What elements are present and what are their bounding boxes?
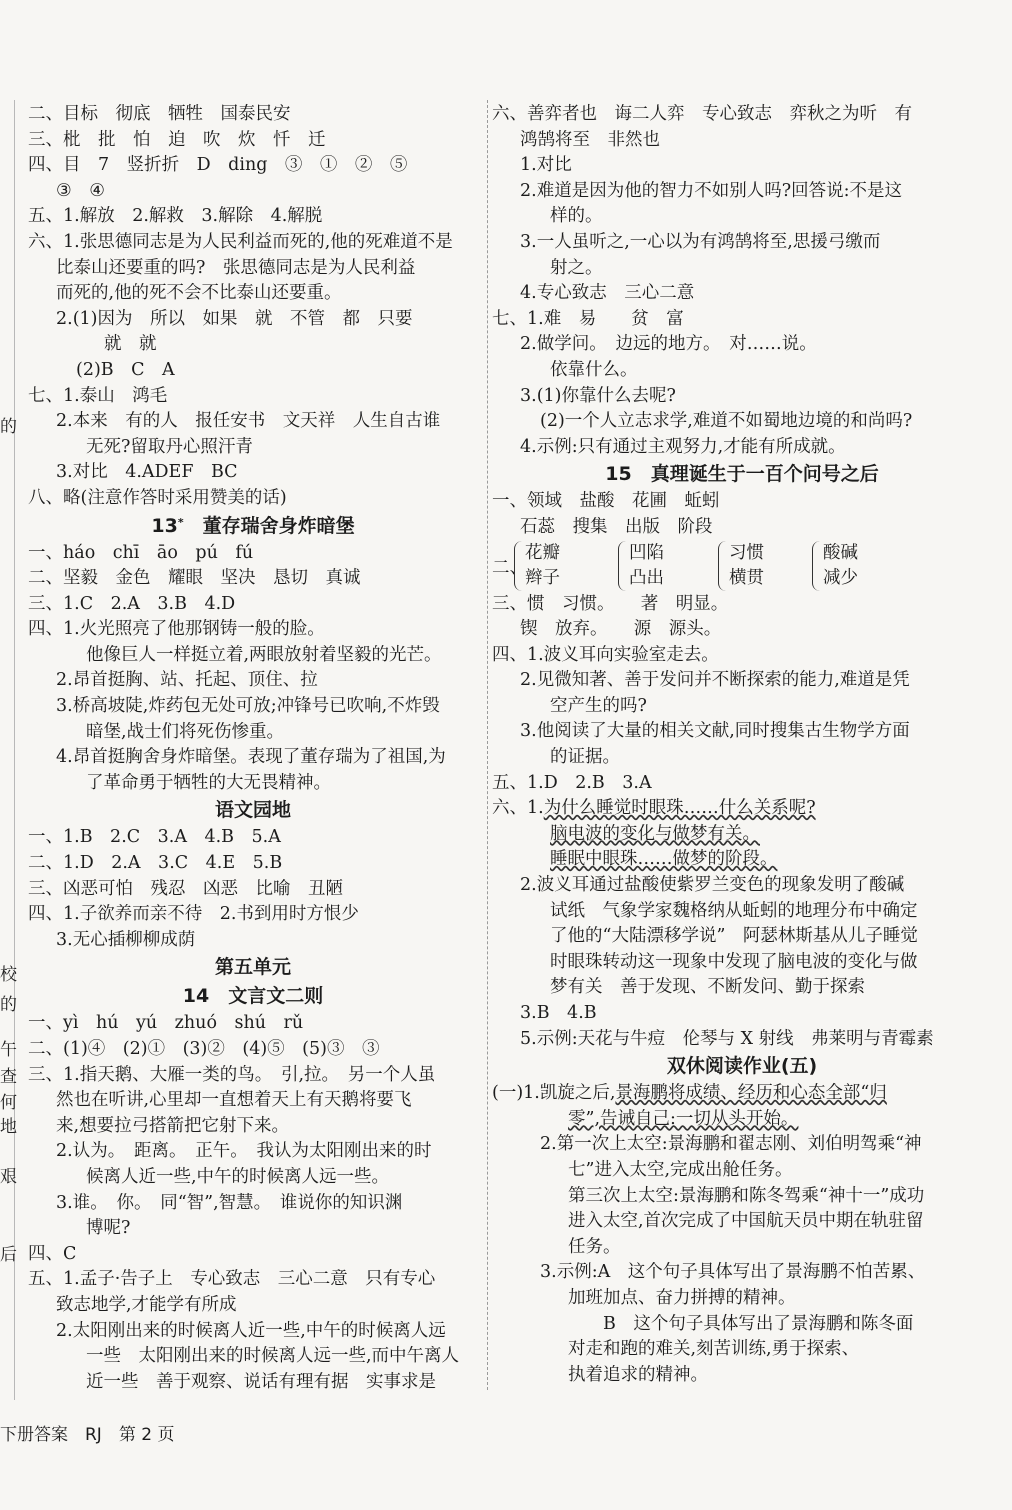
answer-line: 一、yì hú yú zhuó shú rǔ	[28, 1013, 304, 1034]
section-heading: 13* 董存瑞舍身炸暗堡	[151, 514, 355, 537]
answer-line: 博呢?	[86, 1218, 131, 1239]
answer-line: 五、1.D 2.B 3.A	[492, 772, 652, 793]
answer-line: 射之。	[550, 257, 603, 278]
answer-line: 六、1.为什么睡觉时眼珠……什么关系呢?	[492, 798, 816, 819]
heading-star-mark: *	[177, 515, 184, 529]
section-heading: 14 文言文二则	[182, 985, 324, 1008]
answer-line: 2.难道是因为他的智力不如别人吗?回答说:不是这	[520, 180, 902, 201]
answer-line: 来,想要拉弓搭箭把它射下来。	[56, 1115, 290, 1136]
answer-line: B 这个句子具体写出了景海鹏和陈冬面	[568, 1313, 914, 1334]
answer-line: (一)1.凯旋之后,景海鹏将成绩、经历和心态全部“归	[492, 1083, 887, 1104]
answer-line: ③ ④	[56, 180, 105, 201]
answer-line: 七、1.泰山 鸿毛	[28, 385, 168, 406]
brace-word: 横贯	[729, 567, 764, 588]
answer-line: 五、1.解放 2.解救 3.解除 4.解脱	[28, 206, 323, 227]
answer-line: 而死的,他的死不会不比泰山还要重。	[56, 283, 342, 304]
answer-line: 1.对比	[520, 155, 572, 176]
answer-line: 空产生的吗?	[550, 695, 647, 716]
answer-line: 二、目标 彻底 牺牲 国泰民安	[28, 104, 291, 124]
answer-line: 2.认为。 距离。 正午。 我认为太阳刚出来的时	[56, 1141, 432, 1162]
underlined-answer: 脑电波的变化与做梦有关。	[550, 823, 760, 844]
brace-word: 凹陷	[629, 542, 664, 563]
brace-row-label: 二、	[492, 557, 527, 578]
cropped-edge-text: 地	[0, 1117, 17, 1137]
right-column	[492, 102, 992, 1388]
cropped-edge-text: 查	[0, 1067, 17, 1087]
answer-line: 3.B 4.B	[520, 1003, 597, 1023]
answer-line: 样的。	[550, 206, 603, 227]
answer-line	[492, 847, 992, 873]
answer-line: 五、1.孟子·告子上 专心致志 三心二意 只有专心	[28, 1269, 436, 1290]
brace-word: 花瓣	[525, 542, 560, 563]
answer-line: 八、略(注意作答时采用赞美的话)	[28, 487, 287, 508]
answer-line: 四、1.火光照亮了他那钢铸一般的脸。	[28, 619, 325, 640]
answer-line: 然也在听讲,心里却一直想着天上有天鹅将要飞	[56, 1090, 412, 1111]
answer-line: 2.(1)因为 所以 如果 就 不管 都 只要	[56, 308, 413, 329]
answer-line: 4.昂首挺胸舍身炸暗堡。表现了董存瑞为了祖国,为	[56, 747, 446, 768]
answer-line: 2.波义耳通过盐酸使紫罗兰变色的现象发明了酸碱	[520, 875, 905, 896]
brace-word: 减少	[823, 567, 858, 588]
answer-line: 一、háo chī āo pú fú	[28, 542, 254, 563]
brace-word: 凸出	[629, 567, 664, 588]
answer-line: 5.示例:天花与牛痘 伦琴与 X 射线 弗莱明与青霉素	[520, 1028, 934, 1049]
answer-line: 就 就	[104, 334, 157, 355]
answer-line: 了革命勇于牺牲的大无畏精神。	[86, 772, 331, 793]
answer-line: 3.对比 4.ADEF BC	[56, 462, 238, 483]
answer-line: 致志地学,才能学有所成	[56, 1294, 237, 1315]
answer-line: 三、凶恶可怕 残忍 凶恶 比喻 丑陋	[28, 878, 343, 899]
answer-line: 2.见微知著、善于发问并不断探索的能力,难道是凭	[520, 670, 910, 691]
answer-line: 第三次上太空:景海鹏和陈冬驾乘“神十一”成功	[568, 1185, 925, 1206]
left-column	[28, 102, 478, 1395]
answer-line: 三、1.C 2.A 3.B 4.D	[28, 593, 236, 614]
answer-line: 3.谁。 你。 同“智”,智慧。 谁说你的知识渊	[56, 1192, 403, 1213]
cropped-edge-text: 校	[0, 965, 17, 985]
answer-line: 3.(1)你靠什么去呢?	[520, 385, 676, 406]
answer-line: 三、1.指天鹅、大雁一类的鸟。 引,拉。 另一个人虽	[28, 1064, 436, 1085]
underlined-answer: 为什么睡觉时眼珠……什么关系呢?	[543, 798, 816, 819]
answer-line: 进入太空,首次完成了中国航天员中期在轨驻留	[568, 1211, 924, 1232]
answer-line: 一、1.B 2.C 3.A 4.B 5.A	[28, 827, 281, 848]
cropped-edge-text: 后	[0, 1245, 17, 1265]
brace-pair	[514, 541, 560, 591]
answer-line: 了他的“大陆漂移学说” 阿瑟林斯基从儿子睡觉	[550, 926, 918, 947]
answer-line: 三、惯 习惯。 著 明显。	[492, 593, 729, 614]
underlined-answer: 睡眠中眼珠……做梦的阶段。	[550, 849, 778, 870]
answer-line	[492, 1107, 992, 1133]
answer-line: 2.做学问。 边远的地方。 对……说。	[520, 334, 817, 355]
answer-line: 3.一人虽听之,一心以为有鸿鹄将至,思援弓缴而	[520, 231, 881, 252]
section-heading: 双休阅读作业(五)	[666, 1055, 818, 1078]
column-divider	[487, 100, 488, 1390]
answer-line: 梦有关 善于发现、不断发问、勤于探索	[550, 977, 865, 998]
answer-line: 四、C	[28, 1243, 77, 1264]
answer-line: 锲 放弃。 源 源头。	[520, 619, 722, 640]
answer-line: 2.本来 有的人 报任安书 文天祥 人生自古谁	[56, 411, 441, 432]
answer-line: 时眼珠转动这一现象中发现了脑电波的变化与做	[550, 951, 918, 972]
cropped-edge-text: 艰	[0, 1167, 17, 1187]
cropped-edge-text: 何	[0, 1093, 17, 1113]
brace-word: 习惯	[729, 542, 764, 563]
answer-line: 4.专心致志 三心二意	[520, 283, 695, 304]
section-heading: 第五单元	[214, 956, 291, 979]
brace-pair	[618, 541, 664, 591]
answer-line: 加班加点、奋力拼搏的精神。	[568, 1287, 796, 1308]
brace-word: 辫子	[525, 567, 560, 588]
answer-line: 四、目 7 竖折折 D ding ③ ① ② ⑤	[28, 155, 408, 176]
left-margin-rule	[14, 100, 15, 1400]
brace-group-row	[492, 541, 992, 592]
answer-line: 执着追求的精神。	[568, 1364, 708, 1385]
section-heading: 15 真理诞生于一百个问号之后	[605, 463, 879, 486]
answer-line: 石蕊 搜集 出版 阶段	[520, 516, 713, 537]
answer-line: 2.第一次上太空:景海鹏和翟志刚、刘伯明驾乘“神	[540, 1134, 922, 1155]
cropped-edge-text: 午	[0, 1040, 17, 1060]
answer-line: 二、(1)④ (2)① (3)② (4)⑤ (5)③ ③	[28, 1039, 380, 1059]
answer-line: (2)B C A	[76, 359, 175, 380]
answer-line: 二、1.D 2.A 3.C 4.E 5.B	[28, 853, 283, 874]
answer-line: 3.无心插柳柳成荫	[56, 929, 196, 950]
answer-line: 六、善弈者也 诲二人弈 专心致志 弈秋之为听 有	[492, 104, 912, 124]
answer-line: 试纸 气象学家魏格纳从蚯蚓的地理分布中确定	[550, 900, 918, 921]
answer-line: 的证据。	[550, 747, 620, 768]
answer-line: 2.昂首挺胸、站、托起、顶住、拉	[56, 670, 318, 691]
answer-line: 一些 太阳刚出来的时候离人远一些,而中午离人	[86, 1346, 460, 1367]
brace-pair	[812, 541, 858, 591]
answer-line: 六、1.张思德同志是为人民利益而死的,他的死难道不是	[28, 231, 453, 252]
answer-line: 四、1.子欲养而亲不待 2.书到用时方恨少	[28, 904, 359, 925]
section-heading: 语文园地	[214, 799, 291, 822]
answer-line: 比泰山还要重的吗? 张思德同志是为人民利益	[56, 257, 416, 278]
answer-line: 七”进入太空,完成出舱任务。	[568, 1159, 793, 1180]
answer-line: 任务。	[568, 1236, 621, 1257]
answer-line: (2)一个人立志求学,难道不如蜀地边境的和尚吗?	[540, 411, 913, 432]
answer-line: 对走和跑的难关,刻苦训练,勇于探索、	[568, 1339, 860, 1360]
answer-line: 4.示例:只有通过主观努力,才能有所成就。	[520, 436, 846, 457]
answer-line	[492, 822, 992, 848]
answer-line: 四、1.波义耳向实验室走去。	[492, 644, 719, 665]
answer-line: 3.示例:A 这个句子具体写出了景海鹏不怕苦累、	[540, 1262, 926, 1283]
answer-line: 3.他阅读了大量的相关文献,同时搜集古生物学方面	[520, 721, 910, 742]
answer-line: 一、领域 盐酸 花圃 蚯蚓	[492, 491, 720, 512]
answer-line: 2.太阳刚出来的时候离人近一些,中午的时候离人远	[56, 1320, 446, 1341]
answer-line: 二、坚毅 金色 耀眼 坚决 恳切 真诚	[28, 568, 361, 589]
answer-line: 依靠什么。	[550, 359, 638, 380]
answer-line: 无死?留取丹心照汗青	[86, 436, 253, 457]
brace-pair	[718, 541, 764, 591]
answer-line: 七、1.难 易 贫 富	[492, 308, 684, 329]
underlined-answer: 景海鹏将成绩、经历和心态全部“归	[615, 1083, 887, 1104]
brace-word: 酸碱	[823, 542, 858, 563]
answer-line: 3.桥高坡陡,炸药包无处可放;冲锋号已吹响,不炸毁	[56, 696, 440, 717]
cropped-edge-text: 的	[0, 417, 17, 437]
answer-line: 暗堡,战士们将死伤惨重。	[86, 721, 285, 742]
answer-line: 候离人近一些,中午的时候离人远一些。	[86, 1166, 390, 1187]
answer-line: 三、枇 批 怕 迫 吹 炊 忏 迁	[28, 129, 326, 150]
underlined-answer: 零”,告诫自己:一切从头开始。	[568, 1108, 799, 1129]
page-footer: 下册答案 RJ 第 2 页	[0, 1425, 175, 1445]
answer-line: 近一些 善于观察、说话有理有据 实事求是	[86, 1371, 436, 1392]
cropped-edge-text: 的	[0, 995, 17, 1015]
answer-line: 鸿鹄将至 非然也	[520, 129, 660, 150]
answer-line: 他像巨人一样挺立着,两眼放射着坚毅的光芒。	[86, 644, 442, 665]
